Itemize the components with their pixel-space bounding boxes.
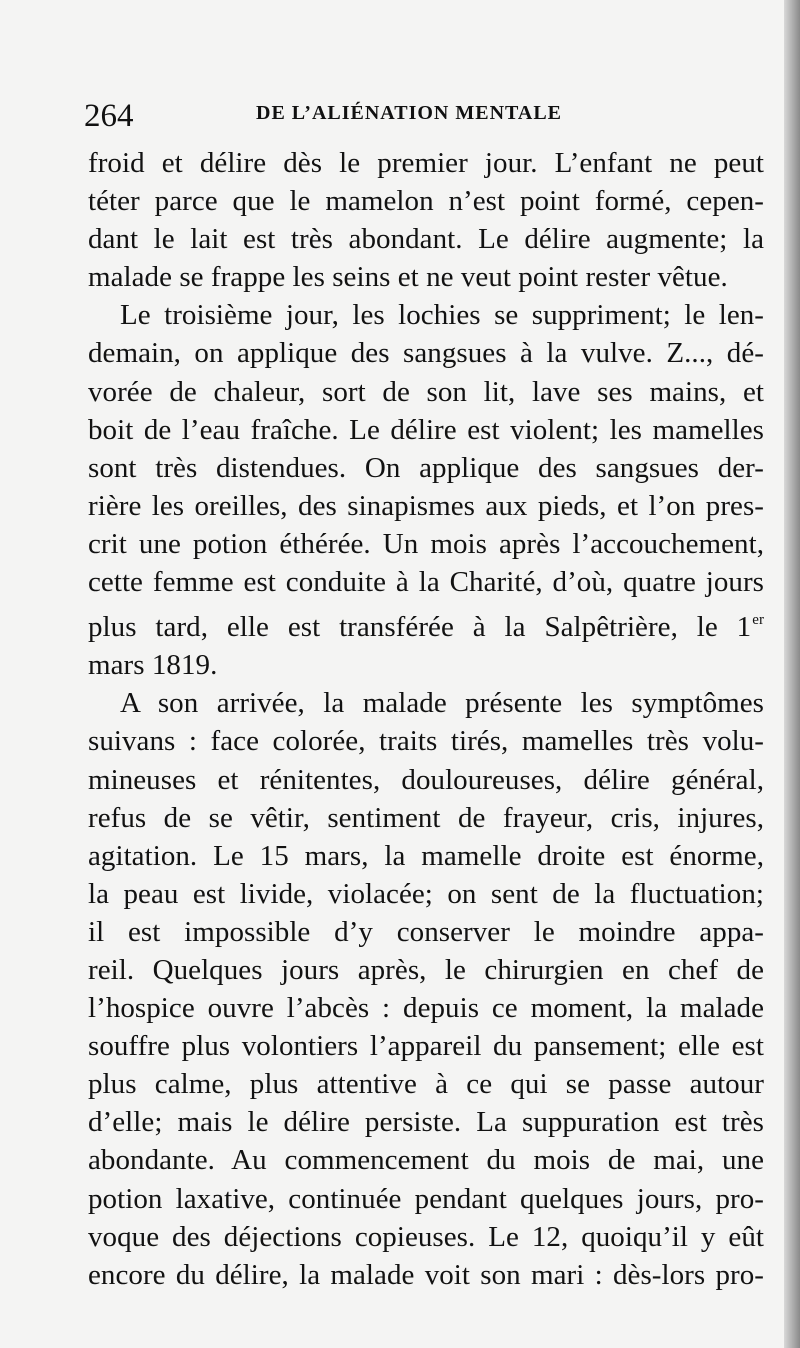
text-line-content: plus calme, plus attentive à ce qui se passe autour <box>88 1068 764 1101</box>
text-line-content: d’elle; mais le délire persiste. La suppuration est très <box>88 1106 764 1139</box>
text-line <box>88 951 764 989</box>
text-line-content: encore du délire, la malade voit son mari : dès-lors pro- <box>88 1258 764 1291</box>
text-line-content: voque des déjections copieuses. Le 12, quoiqu’il y eût <box>88 1220 764 1253</box>
text-line <box>88 799 764 837</box>
text-line <box>88 411 764 449</box>
text-line <box>88 1256 764 1294</box>
text-line-content: refus de se vêtir, sentiment de frayeur, cris, injures, <box>88 801 764 834</box>
text-line-content: malade se frappe les seins et ne veut point rester vêtue. <box>88 261 728 294</box>
text-line <box>88 761 764 799</box>
text-line-content: froid et délire dès le premier jour. L’enfant ne peut <box>88 147 764 179</box>
text-line <box>88 646 764 684</box>
text-line <box>88 875 764 913</box>
body-text <box>88 144 764 1294</box>
text-line-content: plus tard, elle est transférée à la Salpêtrière, le 1 <box>88 611 752 644</box>
page-header <box>84 94 760 138</box>
page-number: 264 <box>84 98 134 134</box>
text-line <box>88 1027 764 1065</box>
text-line-content: suivans : face colorée, traits tirés, mamelles très volu- <box>88 725 764 758</box>
text-line <box>88 1065 764 1103</box>
text-line <box>88 449 764 487</box>
text-line <box>88 334 764 372</box>
text-line-content: boit de l’eau fraîche. Le délire est violent; les mamelles <box>88 413 764 446</box>
text-line <box>88 837 764 875</box>
running-head: DE L’ALIÉNATION MENTALE <box>256 102 563 124</box>
text-line <box>88 258 764 296</box>
text-line <box>88 1141 764 1179</box>
text-line <box>88 525 764 563</box>
text-line <box>88 913 764 951</box>
text-line <box>88 182 764 220</box>
text-line <box>88 989 764 1027</box>
text-line <box>88 1218 764 1256</box>
text-line <box>88 1103 764 1141</box>
text-line <box>88 563 764 601</box>
text-line-content: cette femme est conduite à la Charité, d’où, quatre jours <box>88 566 764 599</box>
text-line-content: vorée de chaleur, sort de son lit, lave ses mains, et <box>88 375 764 408</box>
text-line-content: souffre plus volontiers l’appareil du pansement; elle est <box>88 1030 764 1063</box>
text-line-content: potion laxative, continuée pendant quelques jours, pro- <box>88 1182 764 1215</box>
text-line-content: reil. Quelques jours après, le chirurgien en chef de <box>88 953 764 986</box>
text-line-content: la peau est livide, violacée; on sent de la fluctuation; <box>88 877 764 910</box>
superscript: er <box>752 612 764 629</box>
text-line-content: dant le lait est très abondant. Le délire augmente; la <box>88 223 764 256</box>
text-line <box>88 1180 764 1218</box>
text-line <box>88 684 764 722</box>
text-line <box>88 601 764 646</box>
text-line-content: il est impossible d’y conserver le moindre appa- <box>88 915 764 948</box>
text-line <box>88 296 764 334</box>
text-line-content: rière les oreilles, des sinapismes aux pieds, et l’on pres- <box>88 489 764 522</box>
text-line-content: demain, on applique des sangsues à la vulve. Z..., dé- <box>88 337 764 370</box>
text-line-content: agitation. Le 15 mars, la mamelle droite est énorme, <box>88 839 764 872</box>
text-line <box>88 144 764 182</box>
text-line-content: téter parce que le mamelon n’est point formé, cepen- <box>88 185 764 218</box>
text-line <box>88 487 764 525</box>
text-line <box>88 220 764 258</box>
text-line <box>88 722 764 760</box>
text-line-content: mineuses et rénitentes, douloureuses, délire général, <box>88 763 764 796</box>
text-line-content: crit une potion éthérée. Un mois après l’accouchement, <box>88 527 764 560</box>
text-line-content: A son arrivée, la malade présente les symptômes <box>120 687 764 720</box>
text-line-content: abondante. Au commencement du mois de mai, une <box>88 1144 764 1177</box>
page-edge <box>784 0 800 1348</box>
text-line-content: mars 1819. <box>88 649 218 682</box>
text-line <box>88 373 764 411</box>
text-line-content: Le troisième jour, les lochies se suppriment; le len- <box>120 299 764 332</box>
text-line-content: l’hospice ouvre l’abcès : depuis ce moment, la malade <box>88 992 764 1025</box>
text-line-content: sont très distendues. On applique des sangsues der- <box>88 451 764 484</box>
